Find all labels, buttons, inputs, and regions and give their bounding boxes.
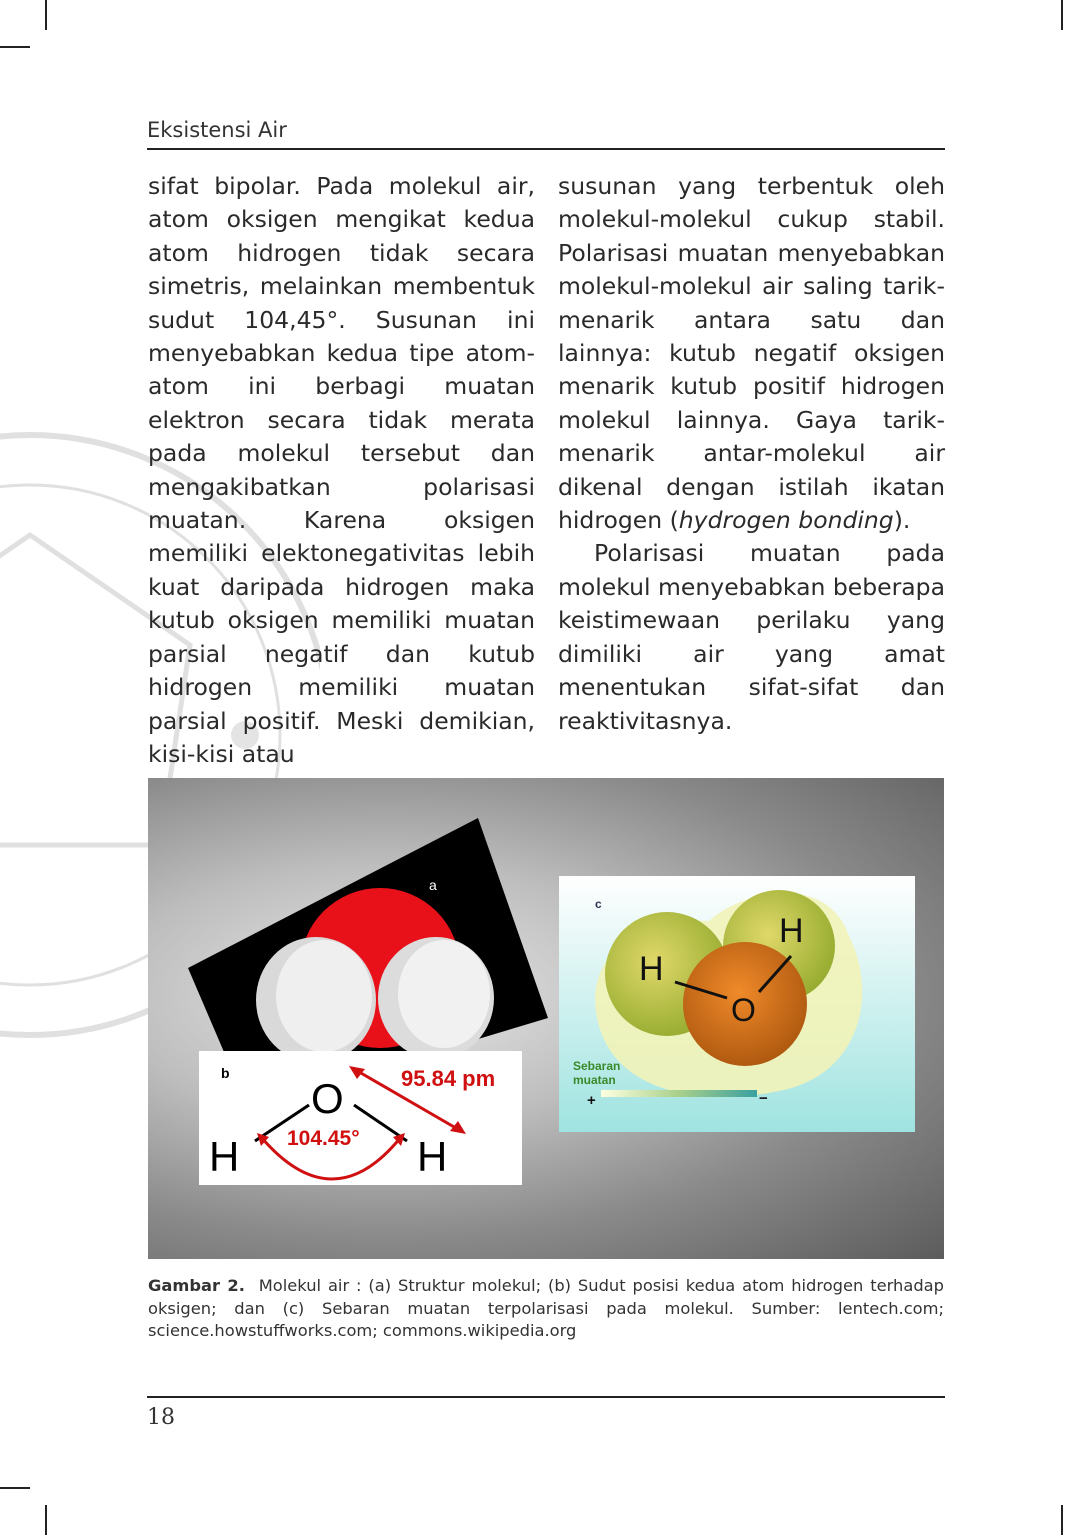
legend-title-line1: Sebaran <box>573 1059 621 1073</box>
bond-length-value: 95.84 pm <box>401 1066 496 1091</box>
bond-angle-value: 104.45° <box>287 1127 360 1150</box>
crop-mark <box>0 1487 30 1489</box>
hydrogen-right-label: H <box>779 912 804 950</box>
hydrogen-bonding-term: hydrogen bonding <box>678 506 894 535</box>
header-rule <box>147 148 945 150</box>
figure-water-molecule <box>148 778 944 1259</box>
left-paragraph: sifat bipolar. Pada molekul air, atom oksigen mengikat kedua atom hidrogen tidak secara simetris, melainkan membentuk sudut 104,45°. Susunan ini menyebabkan kedua tipe atom-atom ini berbagi muatan elektron secara tidak merata pada molekul tersebut dan mengakibatkan polarisasi muatan. Karena oksigen memiliki elektonegativitas lebih kuat daripada hidrogen maka kutub oksigen memiliki muatan parsial negatif dan kutub hidrogen memiliki muatan parsial positif. Meski demikian, kisi-kisi atau <box>148 172 535 768</box>
hydrogen-left-label: H <box>639 950 664 988</box>
right-column <box>558 170 945 738</box>
hydrogen-left-label: H <box>209 1133 240 1180</box>
crop-mark <box>1061 0 1063 30</box>
running-header: Eksistensi Air <box>147 118 287 142</box>
legend-minus: − <box>759 1090 768 1107</box>
oxygen-atom-label: O <box>311 1075 344 1122</box>
panel-c-label: c <box>595 897 602 911</box>
page-number: 18 <box>147 1405 175 1430</box>
right-paragraph-1: susunan yang terbentuk oleh molekul-molekul cukup stabil. Polarisasi muatan menyebabkan molekul-molekul air saling tarik-menarik antara satu dan lainnya: kutub negatif oksigen menarik kutub positif hidrogen molekul lainnya. Gaya tarik-menarik antar-molekul air dikenal dengan istilah ikatan hidrogen (hydrogen bonding). <box>558 172 945 535</box>
oxygen-atom-label: O <box>731 992 756 1028</box>
left-column <box>148 170 535 771</box>
caption-label: Gambar 2. <box>148 1276 245 1295</box>
figure-caption <box>148 1275 944 1343</box>
panel-b-label: b <box>221 1065 230 1081</box>
caption-text: Molekul air : (a) Struktur molekul; (b) Sudut posisi kedua atom hidrogen terhadap oksigen; dan (c) Sebaran muatan terpolarisasi pada molekul. Sumber: lentech.com; science.howstuffworks.com; commons.wikipedia.org <box>148 1276 944 1340</box>
crop-mark <box>1061 1505 1063 1535</box>
panel-c-charge-distribution <box>559 876 915 1132</box>
crop-mark <box>0 46 30 48</box>
right-paragraph-2: Polarisasi muatan pada molekul menyebabkan beberapa keistimewaan perilaku yang dimiliki air yang amat menentukan sifat-sifat dan reaktivitasnya. <box>558 539 945 735</box>
crop-mark <box>45 0 47 30</box>
legend-title-line2: muatan <box>573 1073 616 1087</box>
footer-rule <box>147 1396 945 1398</box>
panel-b-bond-angle-diagram <box>199 1051 522 1185</box>
legend-plus: + <box>587 1092 596 1109</box>
crop-mark <box>45 1505 47 1535</box>
hydrogen-right-label: H <box>417 1133 448 1180</box>
panel-a-label: a <box>429 877 437 893</box>
